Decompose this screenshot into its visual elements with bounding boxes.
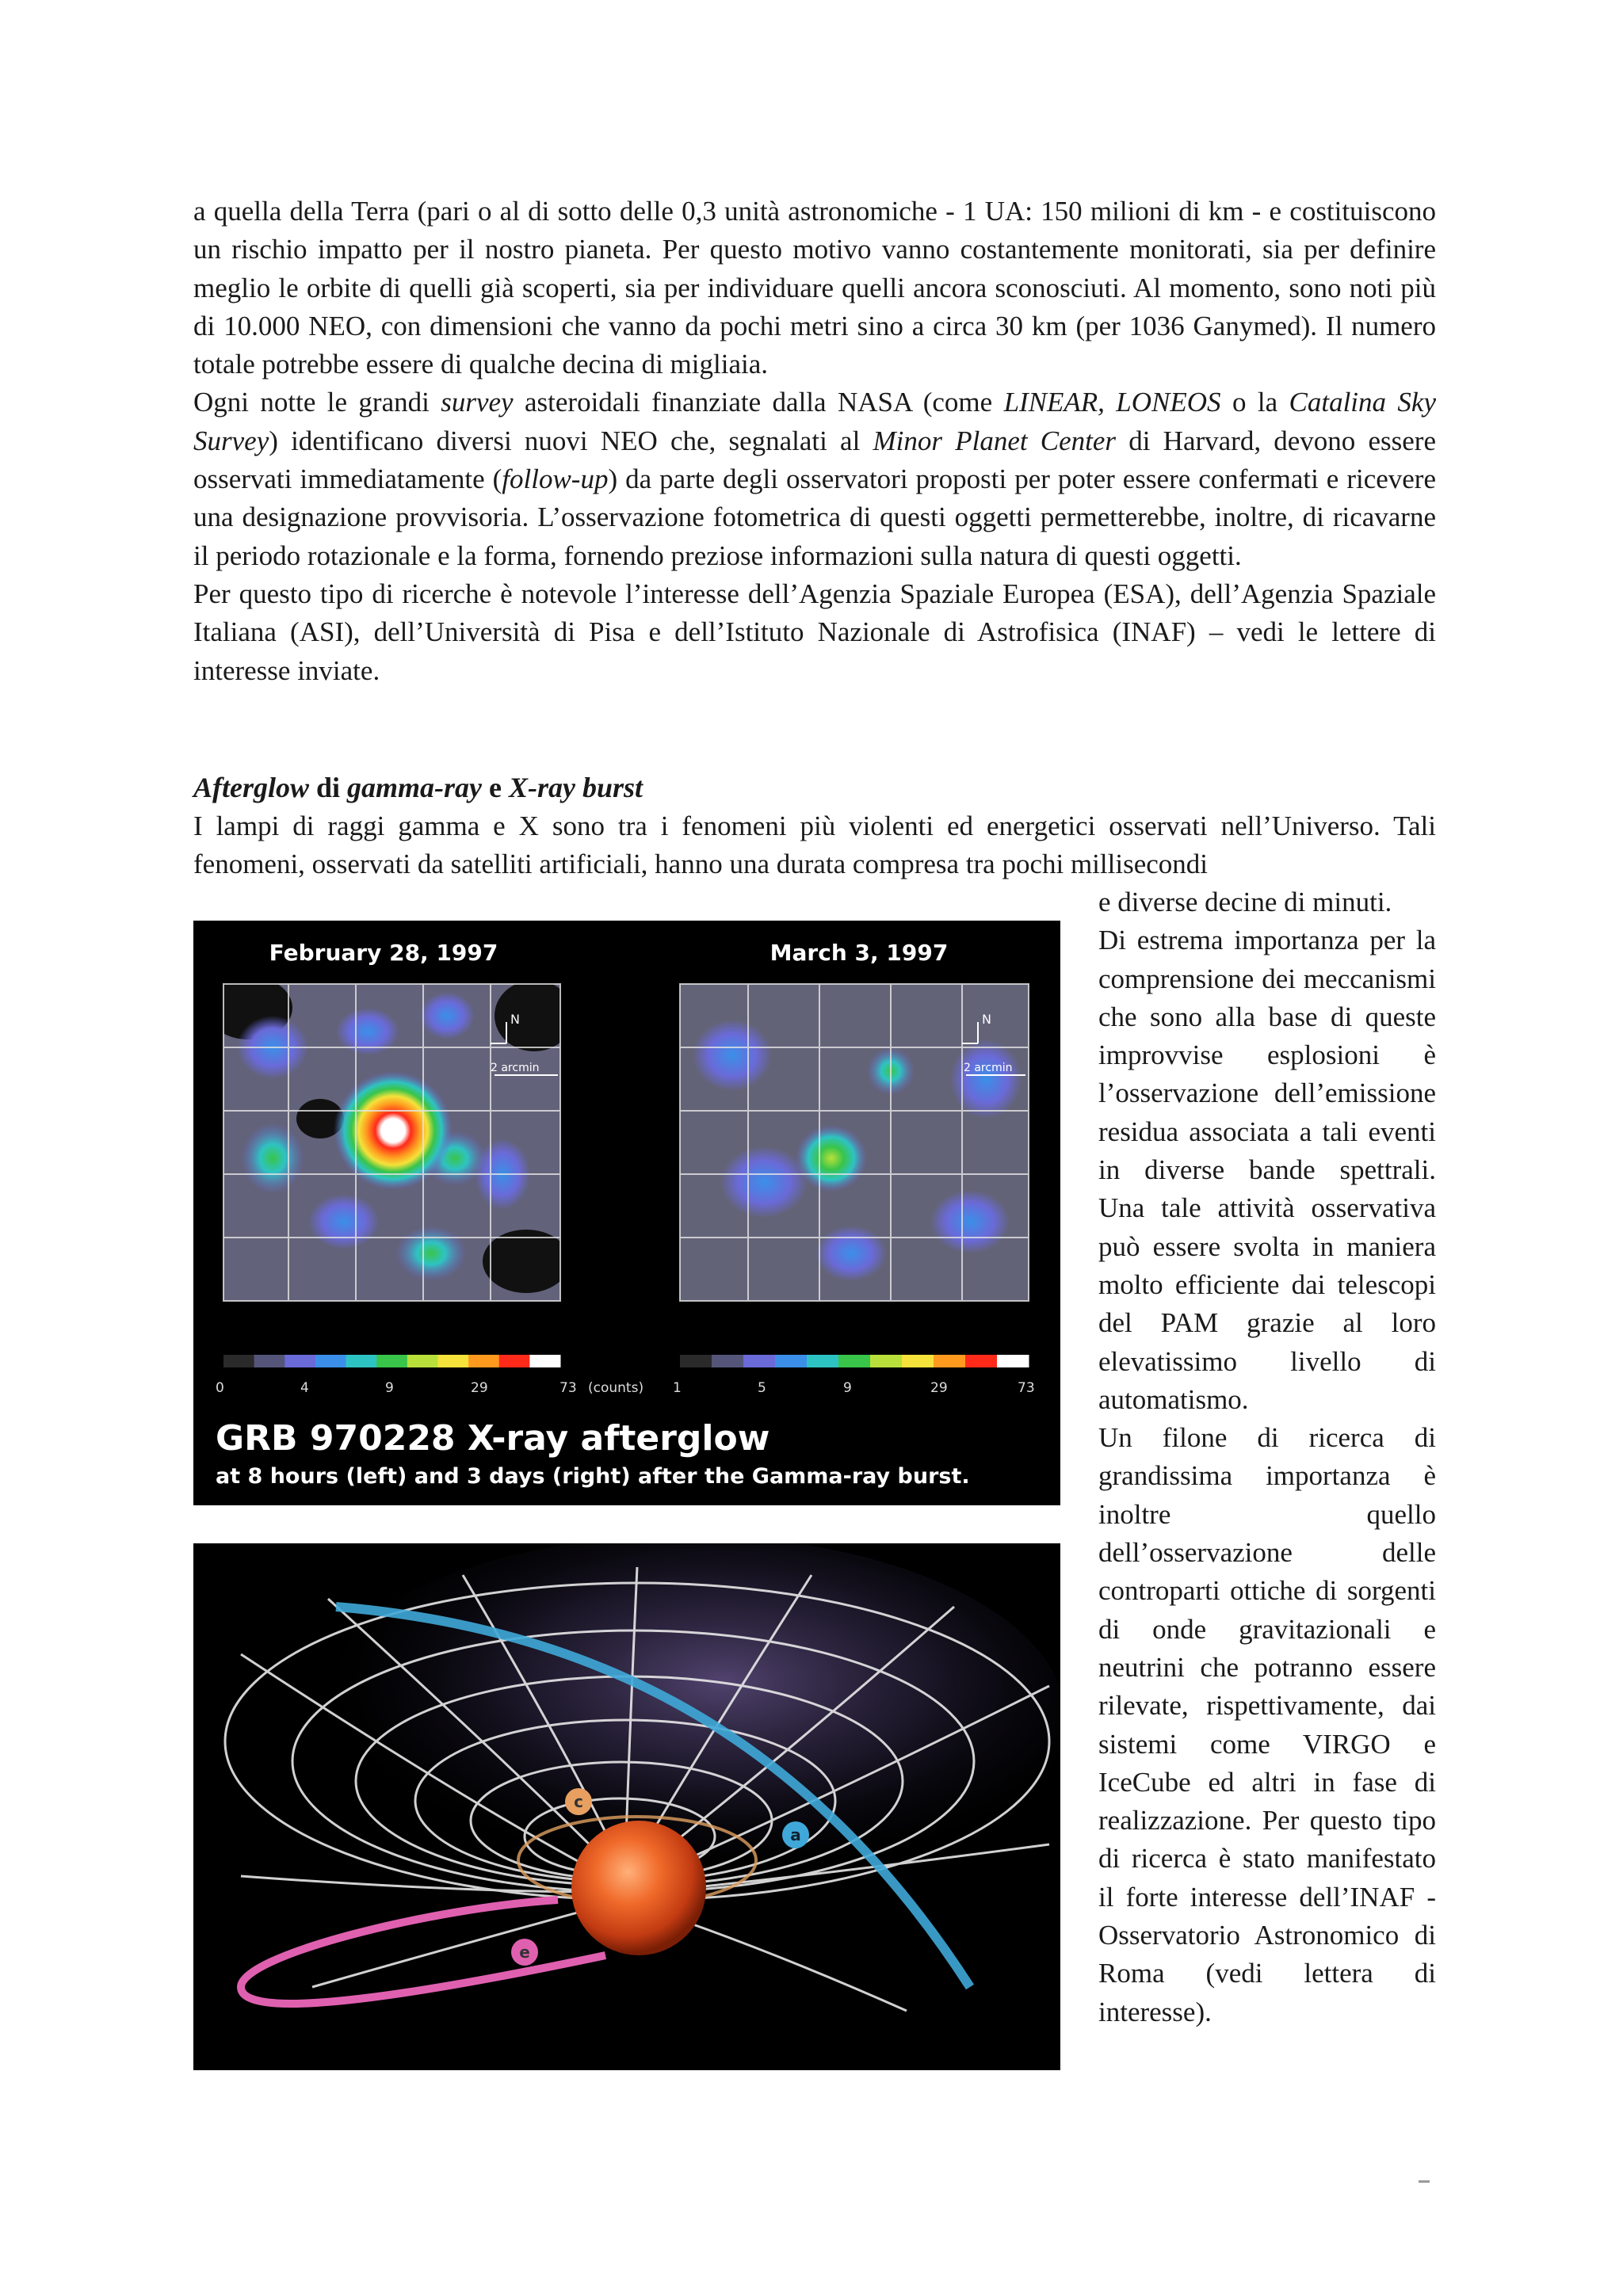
colorbar-cell [680,1355,712,1367]
colorbar-cell [499,1355,530,1367]
colorbar-cell [468,1355,499,1367]
right-north-label: N [982,1012,991,1027]
left-scale-label: 2 arcmin [491,1062,540,1074]
left-colorbar-ticks [216,1380,643,1396]
colorbar-cell [902,1355,934,1367]
left-tick-label: 9 [385,1380,394,1396]
colorbar-cell [346,1355,377,1367]
left-tick-label: 0 [216,1380,224,1396]
orbit-e [241,1900,605,2004]
paragraph-interest: Per questo tipo di ricerche è notevole l’interesse dell’Agenzia Spaziale Europea (ESA), dell’Agenzia Spaziale Italiana (ASI), dell’Università di Pisa e dell’Istituto Nazionale di Astrofisica (INAF) – vedi le lettere di interesse inviate. [193,578,1436,686]
label-e: e [519,1943,530,1962]
colorbar-cell [407,1355,438,1367]
left-tick-label: 73 [559,1380,577,1396]
intro-continuation: e diverse decine di minuti. [1098,887,1392,917]
colorbar-cell [934,1355,966,1367]
counts-unit-label: (counts) [588,1380,644,1396]
label-c: c [574,1792,583,1811]
right-column-text [1098,883,1436,2031]
left-north-label: N [510,1012,520,1027]
paragraph-counterparts: Un filone di ricerca di grandissima importanza è inoltre quello dell’osservazione delle controparti ottiche di sorgenti di onde gravitazionali e neutrini che potranno essere rilevate, rispettivamente, dai sistemi come VIRGO e IceCube ed altri in fase di realizzazione. Per questo tipo di ricerca è stato manifestato il forte interesse dell’INAF - Osservatorio Astronomico di Roma (vedi lettera di interesse). [1098,1422,1436,2027]
right-tick-label: 5 [758,1380,766,1396]
right-tick-label: 1 [673,1380,682,1396]
figure-spacetime-curvature [193,1543,1060,2070]
right-tick-label: 29 [930,1380,948,1396]
left-colorbar [223,1355,561,1367]
colorbar-cell [376,1355,407,1367]
right-colorbar [680,1355,1029,1367]
colorbar-cell [529,1355,560,1367]
left-tick-label: 4 [300,1380,309,1396]
section-heading: Afterglow di gamma-ray e X-ray burst [193,772,643,803]
right-colorbar-ticks [673,1380,1035,1396]
right-tick-label: 73 [1018,1380,1035,1396]
colorbar-cell [743,1355,776,1367]
paragraph-surveys: Ogni notte le grandi survey asteroidali finanziate dalla NASA (come LINEAR, LONEOS o la Catalina Sky Survey) identificano diversi nuovi NEO che, segnalati al Minor Planet Center di Harvard, devono essere osservati immediatamente (follow-up) da parte degli osservatori proposti per poter essere confermati e ricevere una designazione provvisoria. L’osservazione fotometrica di questi oggetti permetterebbe, inoltre, di ricavarne il periodo rotazionale e la forma, fornendo preziose informazioni sulla natura di questi oggetti. [193,387,1437,571]
sun-illustration [571,1821,706,1955]
colorbar-cell [254,1355,285,1367]
figure-xray-afterglow [193,921,1060,1505]
colorbar-cell [807,1355,839,1367]
colorbar-cell [838,1355,871,1367]
right-date-title: March 3, 1997 [769,940,949,966]
colorbar-cell [870,1355,903,1367]
paragraph-afterglow: Di estrema importanza per la comprensione dei meccanismi che sono alla base di queste improvvise esplosioni è l’osservazione dell’emissione residua associata a tali eventi in diverse bande spettrali. Una tale attività osservativa può essere svolta in maniera molto efficiente dai telescopi del PAM grazie al loro elevatissimo livello di automatismo. [1098,925,1436,1415]
afterglow-image [193,921,1060,1505]
figure-caption-subtitle: at 8 hours (left) and 3 days (right) after the Gamma-ray burst. [216,1464,970,1489]
colorbar-cell [285,1355,315,1367]
right-panel-map [680,984,1029,1301]
label-a: a [790,1825,801,1844]
colorbar-cell [437,1355,468,1367]
left-tick-label: 29 [471,1380,488,1396]
figure-caption-title: GRB 970228 X-ray afterglow [216,1418,770,1459]
page-number-mark [1419,2180,1430,2183]
colorbar-cell [315,1355,346,1367]
colorbar-cell [712,1355,744,1367]
colorbar-cell [965,1355,998,1367]
right-tick-label: 9 [843,1380,852,1396]
colorbar-cell [775,1355,808,1367]
paragraph-neo-risk: a quella della Terra (pari o al di sotto delle 0,3 unità astronomiche - 1 UA: 150 milioni di km - e costituiscono un rischio impatto per il nostro pianeta. Per questo motivo vanno costantemente monitorati, sia per definire meglio le orbite di quelli già scoperti, sia per individuare quelli ancora sconosciuti. Al momento, sono noti più di 10.000 NEO, con dimensioni che vanno da pochi metri sino a circa 30 km (per 1036 Ganymed). Il numero totale potrebbe essere di qualche decina di migliaia. [193,196,1436,380]
left-date-title: February 28, 1997 [269,940,498,966]
colorbar-cell [223,1355,254,1367]
spacetime-illustration [193,1543,1060,2070]
grb-intro-paragraph: I lampi di raggi gamma e X sono tra i fenomeni più violenti ed energetici osservati nell’Universo. Tali fenomeni, osservati da satelliti artificiali, hanno una durata compresa tra pochi millisecondi [193,810,1436,880]
colorbar-cell [997,1355,1029,1367]
top-text-block [193,193,1436,690]
right-scale-label: 2 arcmin [964,1062,1013,1074]
